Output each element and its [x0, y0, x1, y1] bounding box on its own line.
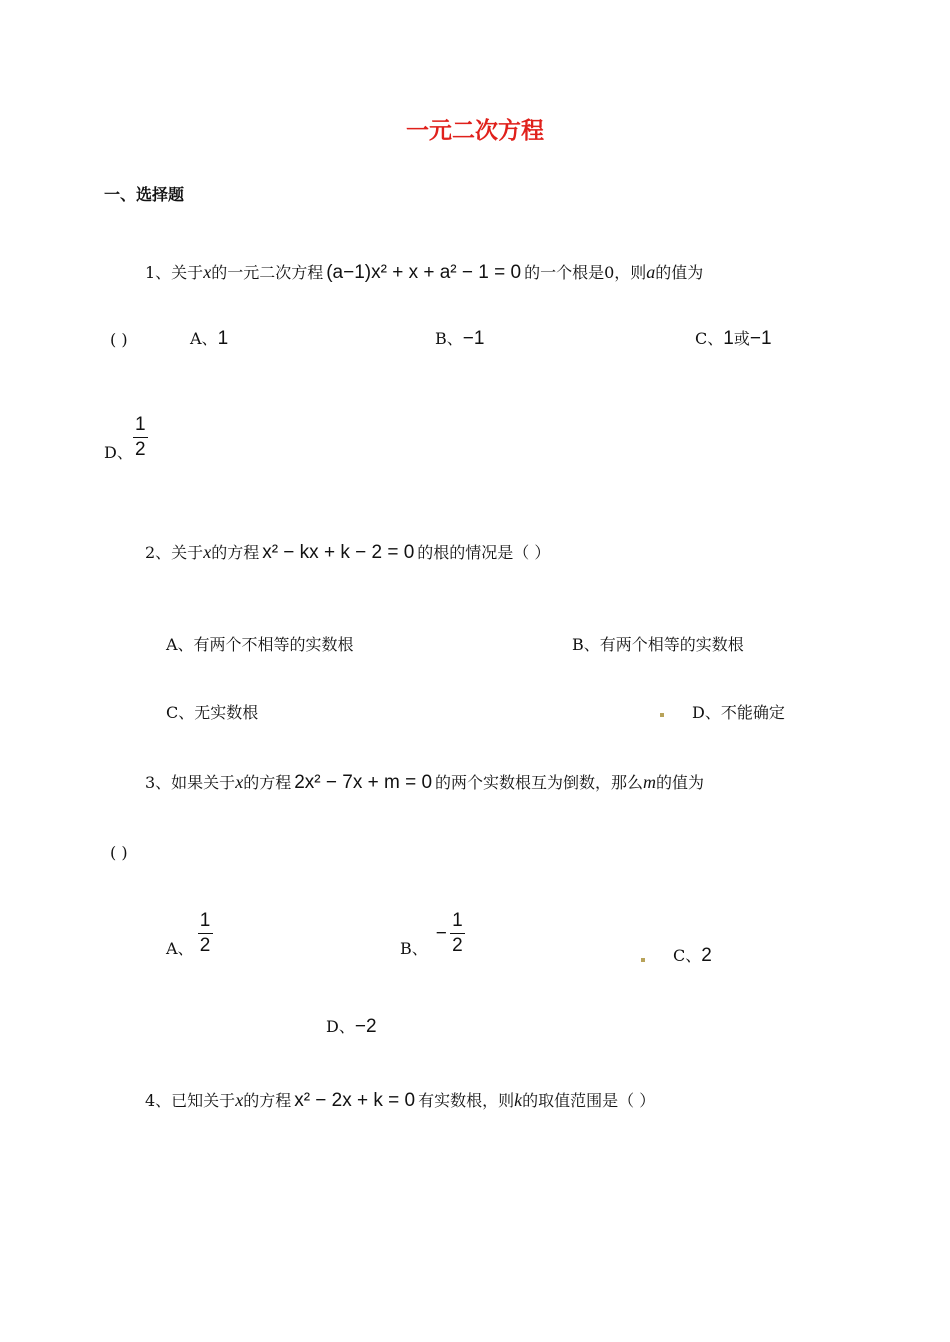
q4-end: 的取值范围是（ ） — [522, 1091, 656, 1110]
fraction-bar — [133, 437, 148, 438]
denominator: 2 — [199, 935, 211, 956]
q1-end: 的值为 — [655, 263, 704, 282]
q2-option-c[interactable]: C、无实数根 — [166, 703, 259, 722]
q1-var-x: x — [203, 262, 212, 282]
numerator: 1 — [199, 910, 211, 931]
option-value-1: 1 — [723, 328, 734, 349]
option-label: D、 — [326, 1017, 355, 1036]
q1-option-c[interactable] — [695, 326, 772, 350]
q3-option-d[interactable] — [326, 1014, 377, 1038]
q2-text: 的方程 — [211, 543, 260, 562]
q3-option-a[interactable] — [166, 908, 213, 959]
q2-option-a[interactable]: A、有两个不相等的实数根 — [166, 635, 354, 654]
q1-tail: 的一个根是0，则 — [524, 263, 647, 282]
fraction-one-half — [133, 414, 148, 461]
section-heading: 一、选择题 — [104, 185, 185, 204]
q4-tail: 有实数根，则 — [418, 1091, 515, 1110]
q3-end: 的值为 — [656, 773, 705, 792]
q3-var-m: m — [643, 772, 657, 792]
option-label: D、 — [104, 443, 133, 462]
q1-equation: (a−1)x² + x + a² − 1 = 0 — [326, 262, 522, 283]
option-or: 或 — [733, 329, 750, 348]
option-value-2: −1 — [749, 328, 772, 349]
q1-answer-paren: ( ) — [110, 330, 128, 349]
option-label: B、 — [400, 939, 428, 958]
q3-answer-paren: ( ) — [110, 843, 128, 862]
q1-number: 1、关于 — [145, 263, 204, 282]
q3-option-b[interactable] — [400, 908, 465, 959]
q1-var-a: a — [646, 262, 656, 282]
q4-equation: x² − 2x + k = 0 — [294, 1090, 416, 1111]
denominator: 2 — [452, 935, 463, 956]
fraction-bar — [450, 933, 465, 934]
decorative-dot — [641, 958, 645, 962]
q2-equation: x² − kx + k − 2 = 0 — [262, 542, 415, 563]
option-label: C、 — [695, 329, 724, 348]
q2-tail: 的根的情况是（ ） — [417, 543, 551, 562]
option-label: B、 — [435, 329, 463, 348]
fraction-one-half — [450, 910, 465, 957]
question-4 — [145, 1088, 655, 1112]
option-value: 1 — [217, 328, 229, 349]
fraction-one-half — [198, 910, 213, 957]
q4-text: 的方程 — [243, 1091, 292, 1110]
q1-option-a[interactable] — [190, 326, 228, 350]
q3-option-c[interactable] — [673, 943, 712, 967]
option-value: −1 — [462, 328, 485, 349]
numerator: 1 — [452, 910, 463, 931]
q1-option-d[interactable] — [104, 412, 148, 463]
q1-option-b[interactable] — [435, 326, 484, 350]
option-label: A、 — [190, 329, 218, 348]
q4-var-x: x — [235, 1090, 244, 1110]
q3-equation: 2x² − 7x + m = 0 — [294, 772, 433, 793]
option-label: C、 — [673, 946, 702, 965]
q4-var-k: k — [514, 1090, 523, 1110]
option-value: 2 — [701, 945, 712, 966]
q1-text: 的一元二次方程 — [211, 263, 324, 282]
q4-number: 4、已知关于 — [145, 1091, 236, 1110]
q3-text: 的方程 — [243, 773, 292, 792]
denominator: 2 — [135, 439, 146, 460]
document-title: 一元二次方程 — [406, 118, 544, 144]
option-value: −2 — [354, 1016, 377, 1037]
q2-number: 2、关于 — [145, 543, 204, 562]
fraction-bar — [198, 933, 213, 934]
option-label: A、 — [166, 939, 194, 958]
question-2 — [145, 540, 550, 564]
q3-tail: 的两个实数根互为倒数，那么 — [435, 773, 644, 792]
numerator: 1 — [135, 414, 146, 435]
q2-var-x: x — [203, 542, 212, 562]
q2-option-b[interactable]: B、有两个相等的实数根 — [572, 635, 744, 654]
decorative-dot — [660, 713, 664, 717]
q3-var-x: x — [235, 772, 244, 792]
q2-option-d[interactable]: D、不能确定 — [692, 703, 785, 722]
q3-number: 3、如果关于 — [145, 773, 236, 792]
minus-sign: − — [435, 922, 447, 944]
question-1 — [145, 260, 703, 284]
question-3 — [145, 770, 704, 794]
